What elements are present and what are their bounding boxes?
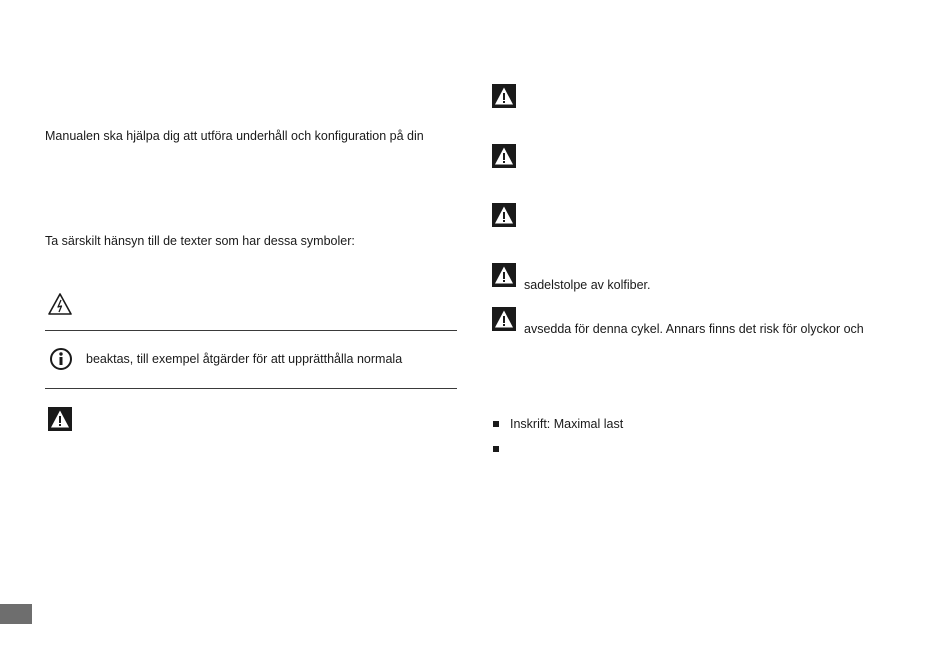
warning-triangle-icon <box>492 144 516 168</box>
info-icon <box>49 347 73 371</box>
warning-triangle-icon <box>492 84 516 108</box>
page-tab-marker <box>0 604 32 624</box>
symbols-intro-text: Ta särskilt hänsyn till de texter som har dessa symboler: <box>45 234 355 248</box>
warning-triangle-icon <box>48 407 72 431</box>
bullet-marker <box>493 421 499 427</box>
bullet-text: Inskrift: Maximal last <box>510 417 624 431</box>
divider <box>45 388 457 389</box>
warning-triangle-icon <box>492 263 516 287</box>
warning-triangle-icon <box>492 307 516 331</box>
warning-triangle-icon <box>492 203 516 227</box>
electric-warning-icon <box>48 292 72 316</box>
divider <box>45 330 457 331</box>
bullet-marker <box>493 446 499 452</box>
info-text: beaktas, till exempel åtgärder för att upprätthålla normala <box>86 352 403 366</box>
intro-text: Manualen ska hjälpa dig att utföra underhåll och konfiguration på din <box>45 129 424 143</box>
warning-text: avsedda för denna cykel. Annars finns det risk för olyckor och <box>524 322 864 336</box>
warning-text: sadelstolpe av kolfiber. <box>524 278 651 292</box>
